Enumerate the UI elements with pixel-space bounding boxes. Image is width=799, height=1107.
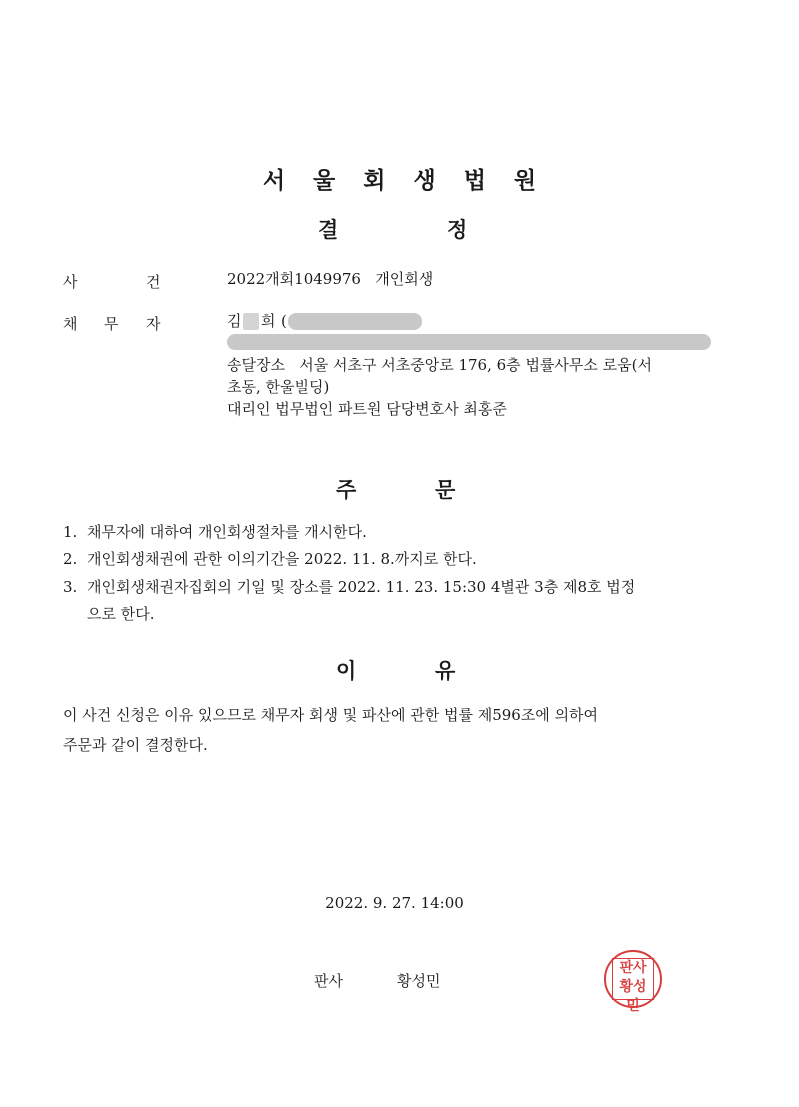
court-seal-icon (604, 950, 662, 1014)
decision-date: 2022. 9. 27. 14:00 (325, 894, 464, 912)
order-item-2-text: 개인회생채권에 관한 이의기간을 2022. 11. 8.까지로 한다. (87, 550, 477, 568)
debtor-label-char-1: 채 (63, 315, 78, 333)
debtor-agent: 대리인 법무법인 파트원 담당변호사 최홍준 (227, 400, 507, 418)
debtor-name-last: 희 (261, 312, 276, 330)
name-redaction (243, 313, 259, 330)
reason-line-2: 주문과 같이 결정한다. (63, 736, 208, 754)
debtor-label-char-3: 자 (146, 315, 161, 333)
delivery-address: 송달장소 서울 서초구 서초중앙로 176, 6층 법률사무소 로움(서 (227, 356, 652, 374)
order-item-3-num: 3. (63, 578, 78, 596)
order-item-3-cont: 으로 한다. (87, 605, 155, 623)
case-label-char-2: 건 (146, 273, 161, 291)
judge-title: 판사 (314, 972, 343, 990)
judge-name: 황성민 (397, 972, 441, 990)
id-redaction (288, 313, 422, 330)
case-number: 2022개회1049976 개인회생 (227, 270, 434, 288)
reason-heading-char-1: 이 (336, 659, 357, 683)
reason-heading-char-2: 유 (435, 659, 456, 683)
reason-line-1: 이 사건 신청은 이유 있으므로 채무자 회생 및 파산에 관한 법률 제596조에 의하여 (63, 706, 599, 724)
seal-text: 판사황성민 (612, 958, 654, 1000)
order-item-2-num: 2. (63, 550, 78, 568)
debtor-name-first: 김 (227, 312, 242, 330)
case-label-char-1: 사 (63, 273, 78, 291)
order-heading-char-2: 문 (435, 478, 456, 502)
doc-type-char-1: 결 (318, 218, 339, 242)
debtor-label-char-2: 무 (104, 315, 119, 333)
order-heading-char-1: 주 (336, 478, 357, 502)
doc-type-char-2: 정 (447, 218, 468, 242)
order-item-1-num: 1. (63, 523, 78, 541)
order-item-3-text: 개인회생채권자집회의 기일 및 장소를 2022. 11. 23. 15:30 4별관 3층 제8호 법정 (87, 578, 636, 596)
order-item-1-text: 채무자에 대하여 개인회생절차를 개시한다. (87, 523, 367, 541)
court-title: 서울회생법원 (262, 168, 565, 194)
delivery-address-cont: 초동, 한울빌딩) (227, 378, 330, 396)
address-redaction (227, 334, 711, 350)
debtor-paren: ( (281, 312, 287, 330)
